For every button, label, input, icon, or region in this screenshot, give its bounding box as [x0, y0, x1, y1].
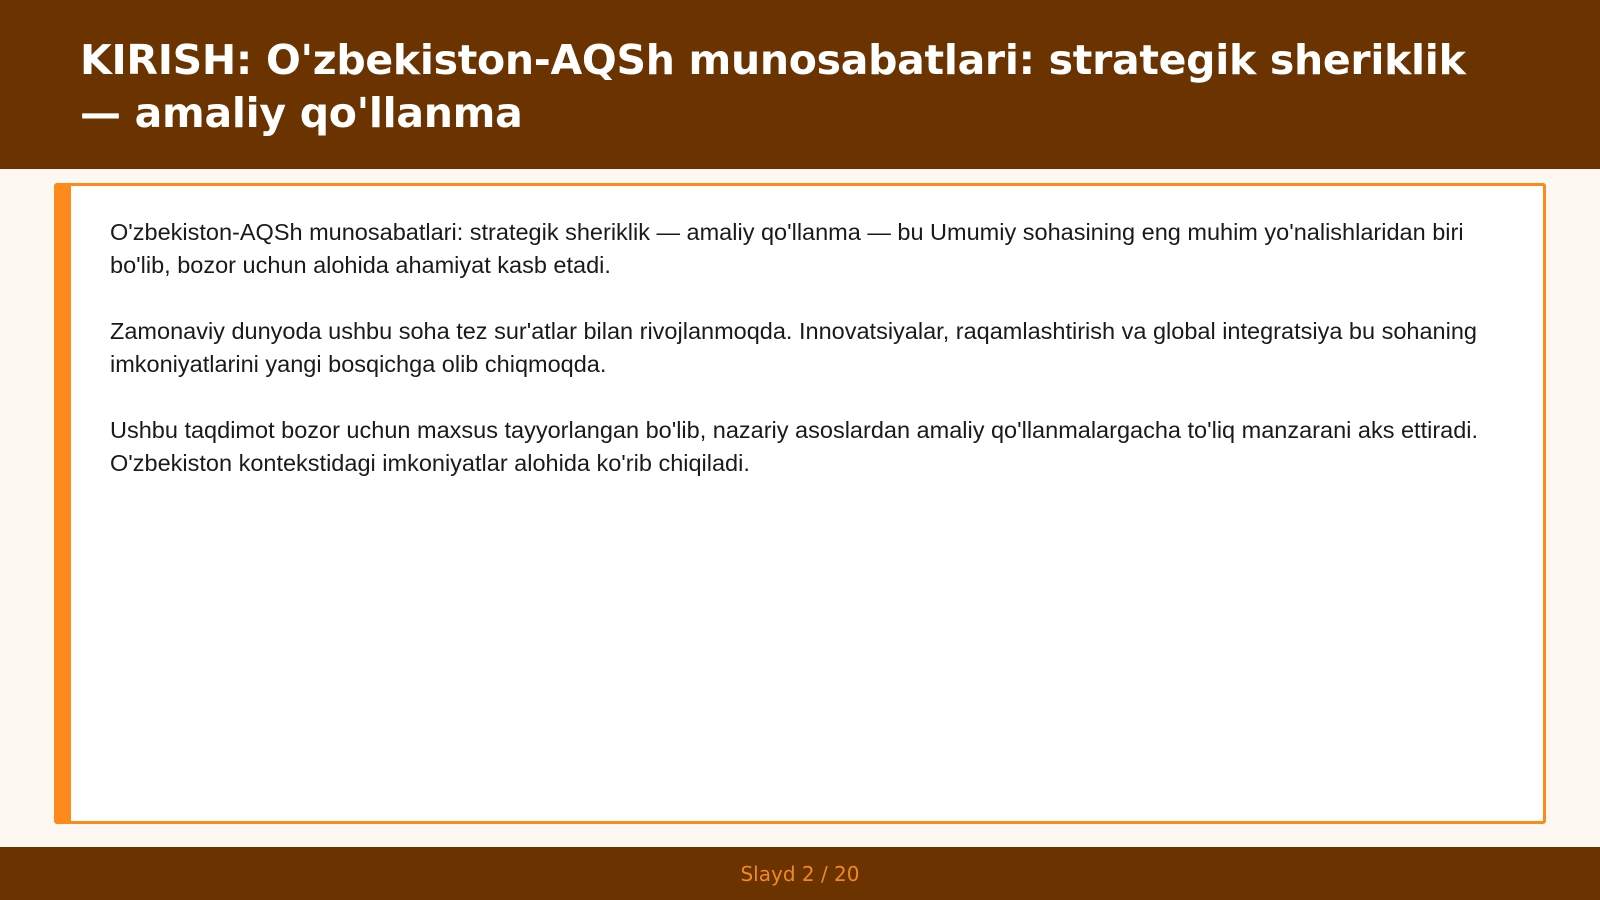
- slide-number: Slayd 2 / 20: [740, 861, 860, 886]
- content-paragraph-2: Zamonaviy dunyoda ushbu soha tez sur'atlar bilan rivojlanmoqda. Innovatsiyalar, raqamlashtirish va global integratsiya bu sohaning imkoniyatlarini yangi bosqichga olib chiqmoqda.: [110, 318, 1477, 377]
- slide-title: KIRISH: O'zbekiston-AQSh munosabatlari: strategik sheriklik — amaliy qo'llanma: [80, 36, 1466, 137]
- content-paragraph-3: Ushbu taqdimot bozor uchun maxsus tayyorlangan bo'lib, nazariy asoslardan amaliy qo'llanmalargacha to'liq manzarani aks ettiradi. O'zbekiston kontekstidagi imkoniyatlar alohida ko'rib chiqiladi.: [110, 417, 1479, 476]
- slide-header: [0, 0, 1600, 169]
- slide-footer: [0, 847, 1600, 900]
- content-panel: [54, 183, 1546, 824]
- content-paragraph-1: O'zbekiston-AQSh munosabatlari: strategik sheriklik — amaliy qo'llanma — bu Umumiy sohasining eng muhim yo'nalishlaridan biri bo'lib, bozor uchun alohida ahamiyat kasb etadi.: [110, 219, 1464, 278]
